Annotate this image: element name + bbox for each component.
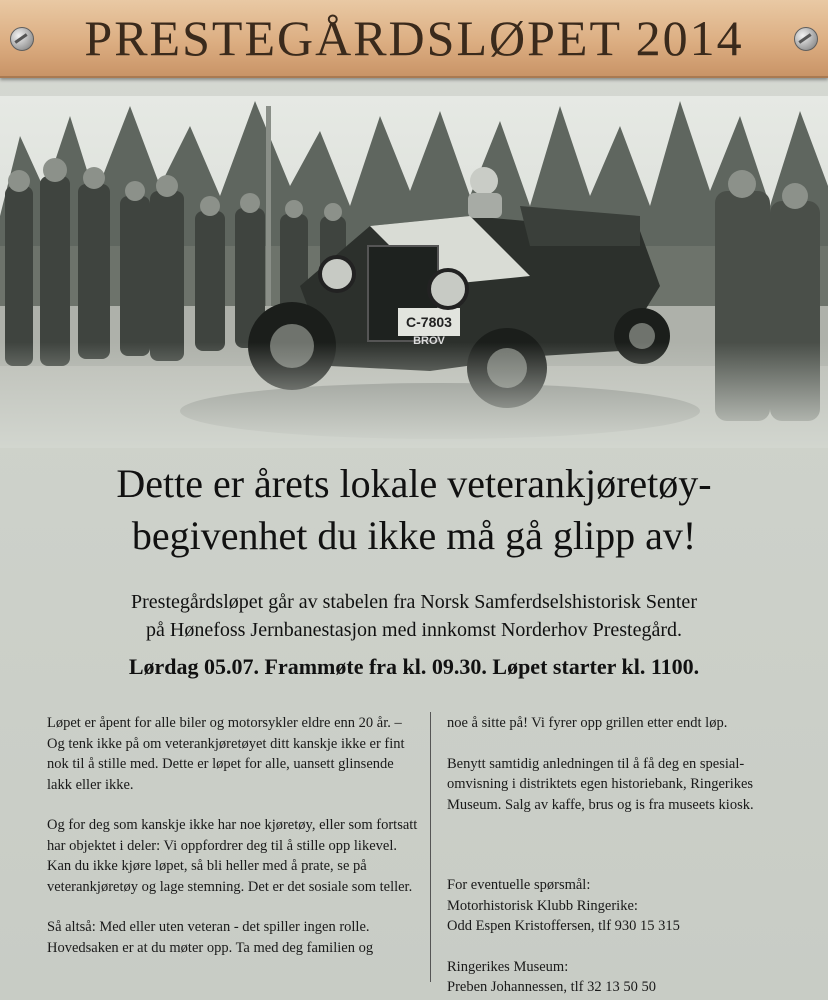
contact-label: For eventuelle spørsmål:: [447, 877, 591, 893]
intro-text: [30, 588, 798, 644]
paragraph: Så altså: Med eller uten veteran - det spiller ingen rolle. Hovedsaken er at du møter opp. Ta med deg familien og: [47, 919, 374, 956]
contact-org: Motorhistorisk Klubb Ringerike:: [447, 897, 638, 914]
contact-person: Odd Espen Kristoffersen, tlf 930 15 315: [447, 918, 680, 934]
event-date-line: Lørdag 05.07. Frammøte fra kl. 09.30. Løpet starter kl. 1100.: [128, 654, 700, 679]
column-divider: [430, 712, 431, 982]
right-column: [447, 713, 797, 998]
vintage-car-photo: [0, 96, 828, 448]
headline-line-2: begivenhet du ikke må gå glipp av!: [131, 513, 697, 558]
paragraph: Løpet er åpent for alle biler og motorsykler eldre enn 20 år. – Og tenk ikke på om veterankjøretøyet ditt kanskje ikke er fint nok til å stille med. Dette er løpet for alle, uansett glinsende lakk eller ikke.: [47, 715, 405, 793]
poster-title: PRESTEGÅRDSLØPET 2014: [84, 10, 744, 66]
intro-line-1: Prestegårdsløpet går av stabelen fra Norsk Samferdselshistorisk Senter: [131, 591, 697, 613]
screw-icon: [10, 27, 34, 51]
contact-person: Preben Johannessen, tlf 32 13 50 50: [447, 979, 657, 995]
headline-line-1: Dette er årets lokale veterankjøretøy-: [116, 461, 712, 506]
paragraph: Og for deg som kanskje ikke har noe kjøretøy, eller som fortsatt har objektet i deler: Vi oppfordrer deg til å stille opp likevel. Kan du ikke kjøre løpet, så bli heller med å prate, se på veterankjøretøy og lage stemning. Det er det sosiale som teller.: [47, 817, 418, 895]
paragraph: noe å sitte på! Vi fyrer opp grillen etter endt løp.: [447, 715, 728, 731]
paragraph: Benytt samtidig anledningen til å få deg en spesial-omvisning i distriktets egen historiebank, Ringerikes Museum. Salg av kaffe, brus og is fra museets kiosk.: [447, 755, 754, 813]
title-banner: [0, 0, 828, 78]
left-column: [47, 713, 420, 978]
screw-icon: [794, 27, 818, 51]
intro-line-2: på Hønefoss Jernbanestasjon med innkomst Norderhov Prestegård.: [146, 619, 682, 641]
headline: [30, 458, 798, 562]
contact-org: Ringerikes Museum:: [447, 958, 569, 975]
